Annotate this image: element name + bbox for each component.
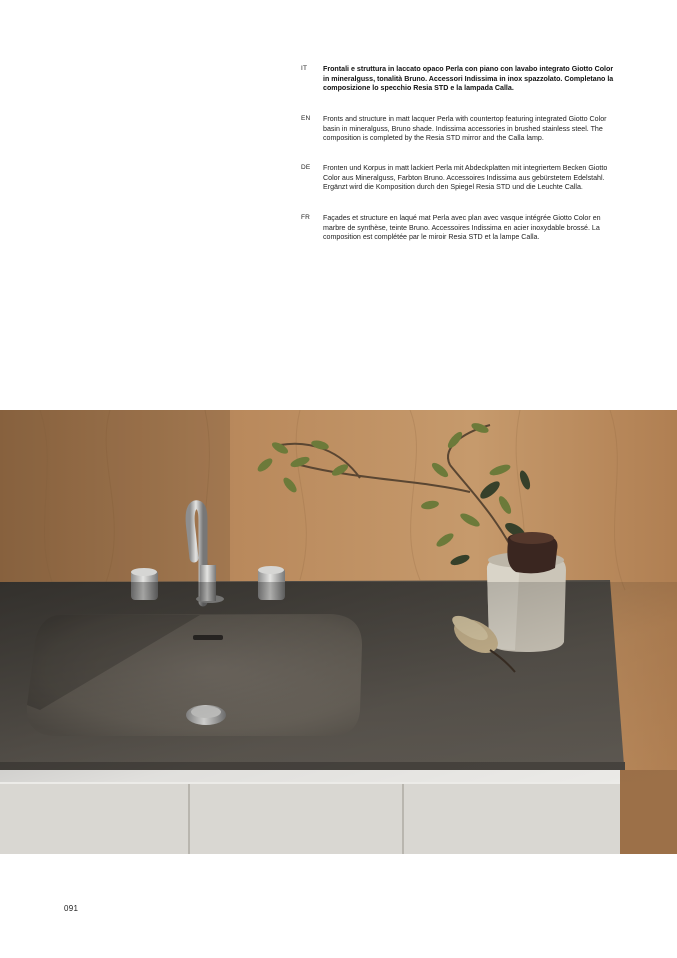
description-italian (301, 65, 621, 94)
description-text-en: Fronts and structure in matt lacquer Perla with countertop featuring integrated Giotto Color basin in mineralguss, Bruno shade. Indissima accessories in brushed stainless steel. The composition is completed by the Resia STD mirror and the Calla lamp. (323, 115, 607, 143)
language-code-en: EN (301, 115, 311, 122)
description-french (301, 214, 621, 243)
language-code-fr: FR (301, 214, 311, 221)
description-english (301, 115, 621, 144)
description-text-fr: Façades et structure en laqué mat Perla avec plan avec vasque intégrée Giotto Color en marbre de synthèse, teinte Bruno. Accessoires Indissima en acier inoxydable brossé. La composition est complétée par le miroir Resia STD et la lampe Calla. (323, 214, 601, 242)
language-code-it: IT (301, 65, 308, 72)
description-text-de: Fronten und Korpus in matt lackiert Perla mit Abdeckplatten mit integriertem Becken Giotto Color aus Mineralguss, Farbton Bruno. Accessoires Indissima aus gebürstetem Edelstahl. Ergänzt wird die Komposition durch den Spiegel Resia STD und die Leuchte Calla. (323, 164, 608, 192)
description-german (301, 164, 621, 193)
product-photo-bathroom-vanity (0, 410, 677, 854)
page-number: 091 (64, 904, 79, 913)
description-text-it: Frontali e struttura in laccato opaco Perla con piano con lavabo integrato Giotto Color in mineralguss, tonalità Bruno. Accessori Indissima in inox spazzolato. Completano la composizione lo specchio Resia STD e la lampada Calla. (323, 65, 614, 93)
language-code-de: DE (301, 164, 311, 171)
